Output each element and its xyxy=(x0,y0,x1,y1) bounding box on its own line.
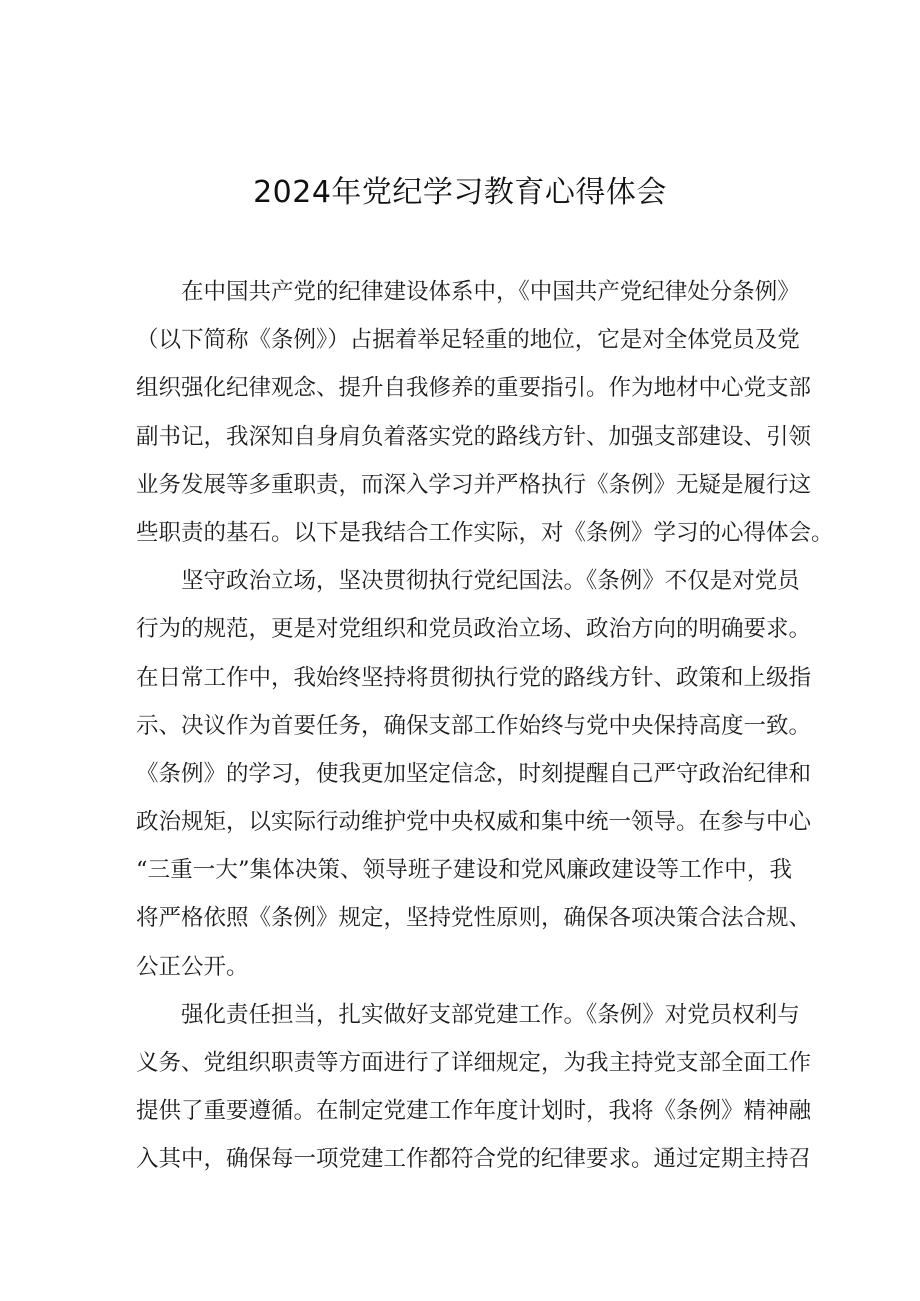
paragraph-3 xyxy=(136,991,812,1184)
paragraph-line: 示、决议作为首要任务，确保支部工作始终与党中央保持高度一致。 xyxy=(136,712,812,739)
paragraph-line: 副书记，我深知自身肩负着落实党的路线方针、加强支部建设、引领 xyxy=(136,423,812,450)
paragraph-line: 行为的规范，更是对党组织和党员政治立场、政治方向的明确要求。 xyxy=(136,616,812,643)
paragraph-line: “三重一大”集体决策、领导班子建设和党风廉政建设等工作中，我 xyxy=(136,857,792,884)
paragraph-line: 公正公开。 xyxy=(136,953,249,980)
document-body xyxy=(136,268,834,1184)
paragraph-line: 强化责任担当，扎实做好支部党建工作。《条例》对党员权利与 xyxy=(181,1001,800,1028)
paragraph-1 xyxy=(136,268,834,557)
document-title: 2024年党纪学习教育心得体会 xyxy=(253,175,667,210)
paragraph-2 xyxy=(136,557,812,991)
paragraph-line: 组织强化纪律观念、提升自我修养的重要指引。作为地材中心党支部 xyxy=(136,375,812,402)
paragraph-line: 在日常工作中，我始终坚持将贯彻执行党的路线方针、政策和上级指 xyxy=(136,664,812,691)
paragraph-line: （以下简称《条例》）占据着举足轻重的地位，它是对全体党员及党 xyxy=(136,327,800,354)
paragraph-line: 在中国共产党的纪律建设体系中，《中国共产党纪律处分条例》 xyxy=(181,279,800,305)
paragraph-line: 提供了重要遵循。在制定党建工作年度计划时，我将《条例》精神融 xyxy=(136,1098,812,1125)
paragraph-line: 坚守政治立场，坚决贯彻执行党纪国法。《条例》不仅是对党员 xyxy=(181,568,800,595)
paragraph-line: 些职责的基石。以下是我结合工作实际，对《条例》学习的心得体会。 xyxy=(136,519,834,546)
paragraph-line: 《条例》的学习，使我更加坚定信念，时刻提醒自己严守政治纪律和 xyxy=(136,760,812,787)
paragraph-line: 入其中，确保每一项党建工作都符合党的纪律要求。通过定期主持召 xyxy=(136,1146,812,1173)
paragraph-line: 业务发展等多重职责，而深入学习并严格执行《条例》无疑是履行这 xyxy=(136,471,812,498)
paragraph-line: 将严格依照《条例》规定，坚持党性原则，确保各项决策合法合规、 xyxy=(136,905,812,932)
paragraph-line: 义务、党组织职责等方面进行了详细规定，为我主持党支部全面工作 xyxy=(136,1050,812,1076)
paragraph-line: 政治规矩，以实际行动维护党中央权威和集中统一领导。在参与中心 xyxy=(136,809,812,836)
